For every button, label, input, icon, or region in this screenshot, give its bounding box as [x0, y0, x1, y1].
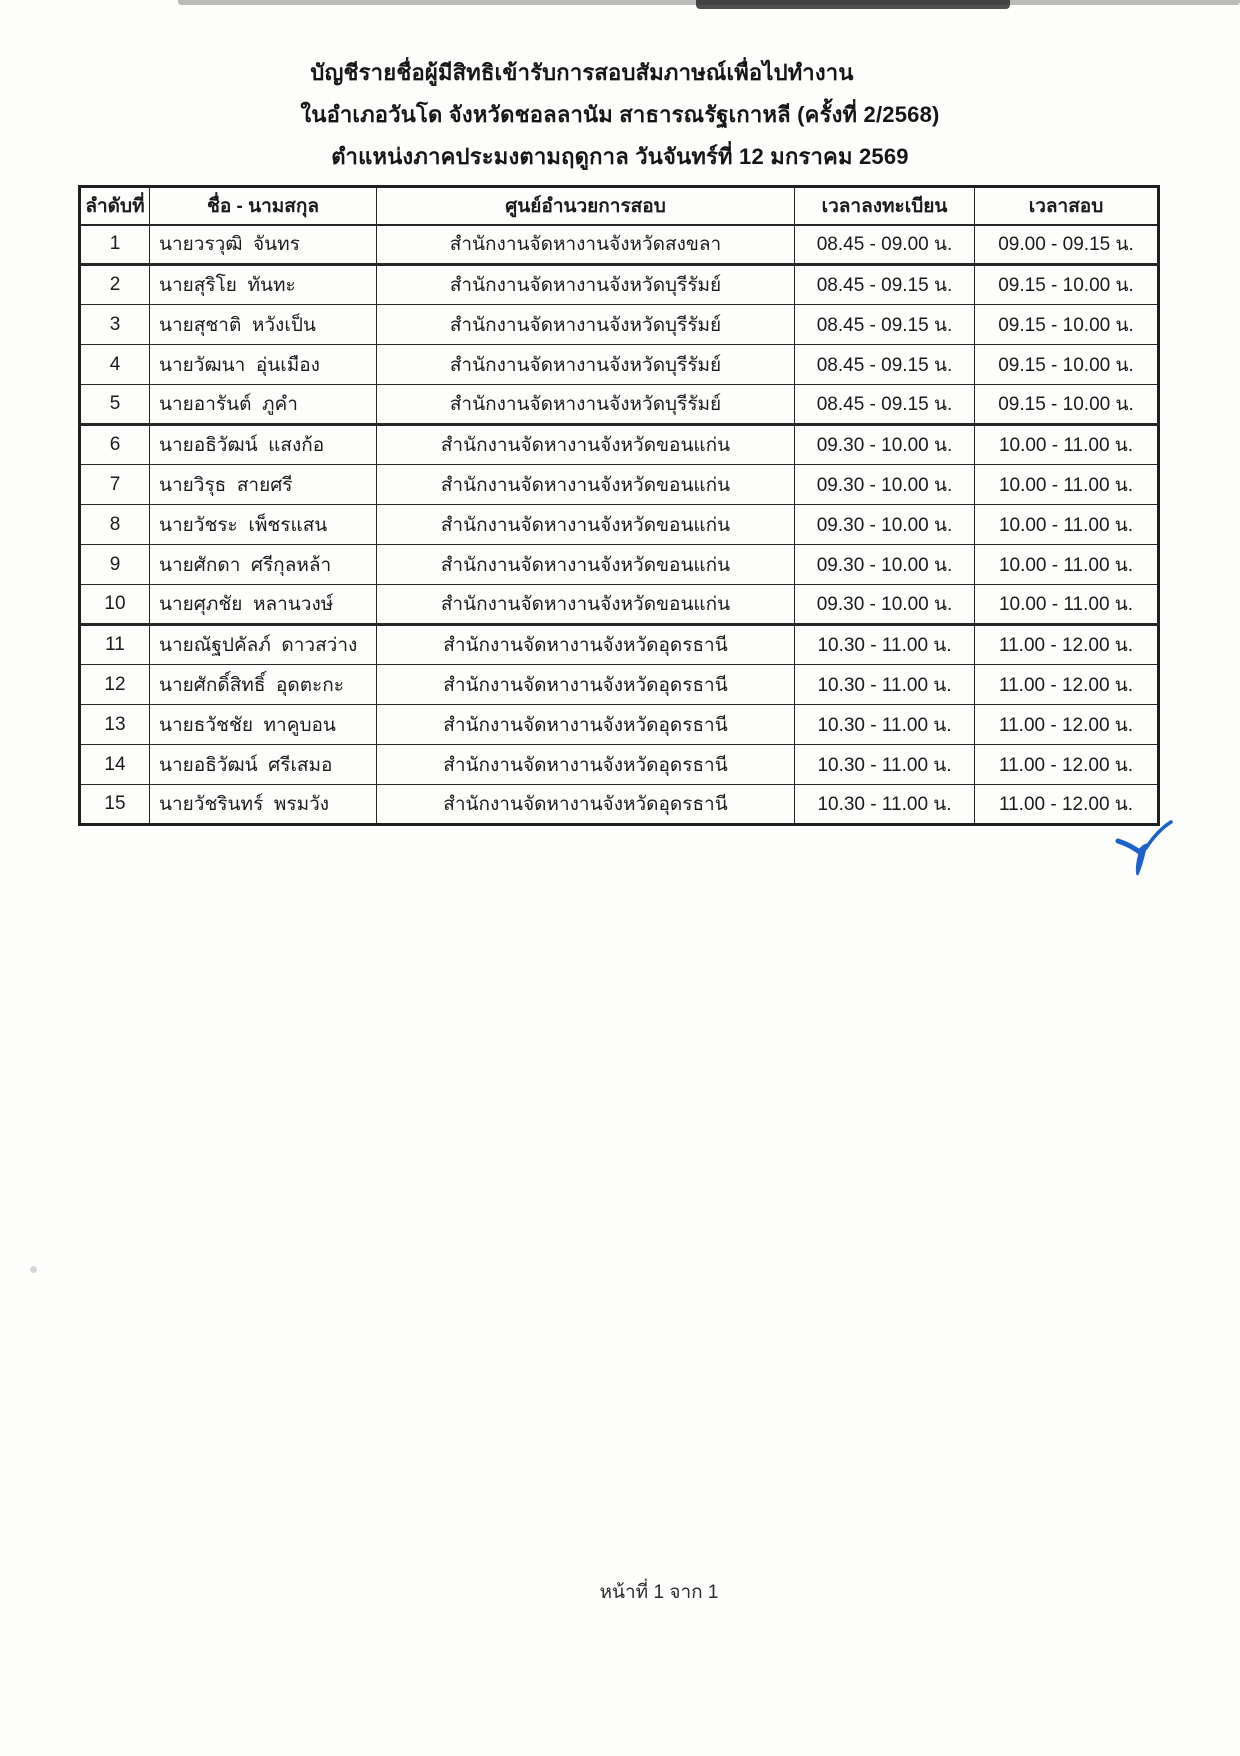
- row-order-number: 2: [80, 265, 150, 305]
- person-name: นายศักดิ์สิทธิ์ อุดตะกะ: [150, 665, 377, 705]
- registration-time: 10.30 - 11.00 น.: [795, 705, 975, 745]
- exam-time: 11.00 - 12.00 น.: [975, 665, 1159, 705]
- registration-time: 10.30 - 11.00 น.: [795, 745, 975, 785]
- row-order-number: 12: [80, 665, 150, 705]
- row-order-number: 7: [80, 465, 150, 505]
- exam-time: 10.00 - 11.00 น.: [975, 585, 1159, 625]
- exam-center-name: สำนักงานจัดหางานจังหวัดขอนแก่น: [377, 425, 795, 465]
- registration-time: 08.45 - 09.15 น.: [795, 305, 975, 345]
- header-name-surname: ชื่อ - นามสกุล: [150, 187, 377, 225]
- title-line-3: ตำแหน่งภาคประมงตามฤดูกาล วันจันทร์ที่ 12 มกราคม 2569: [331, 144, 909, 169]
- exam-time: 09.00 - 09.15 น.: [975, 225, 1159, 265]
- interview-schedule-table: [78, 185, 1160, 826]
- exam-center-name: สำนักงานจัดหางานจังหวัดอุดรธานี: [377, 625, 795, 665]
- registration-time: 10.30 - 11.00 น.: [795, 665, 975, 705]
- scan-artifact-streak-dark: [696, 0, 1010, 9]
- person-name: นายสุริโย ทันทะ: [150, 265, 377, 305]
- header-exam-center: ศูนย์อำนวยการสอบ: [377, 187, 795, 225]
- registration-time: 10.30 - 11.00 น.: [795, 625, 975, 665]
- person-name: นายอารันต์ ภูคำ: [150, 385, 377, 425]
- exam-time: 10.00 - 11.00 น.: [975, 505, 1159, 545]
- table-header: [80, 187, 1159, 225]
- exam-center-name: สำนักงานจัดหางานจังหวัดขอนแก่น: [377, 585, 795, 625]
- row-order-number: 4: [80, 345, 150, 385]
- document-title: [0, 52, 1240, 178]
- table-row: [80, 505, 1159, 545]
- table-row: [80, 305, 1159, 345]
- row-order-number: 6: [80, 425, 150, 465]
- row-order-number: 1: [80, 225, 150, 265]
- table-header-row: [80, 187, 1159, 225]
- exam-time: 11.00 - 12.00 น.: [975, 785, 1159, 825]
- title-line-1: บัญชีรายชื่อผู้มีสิทธิเข้ารับการสอบสัมภาษณ์เพื่อไปทำงาน: [310, 60, 854, 85]
- blue-pen-checkmark: [1112, 820, 1174, 880]
- exam-time: 09.15 - 10.00 น.: [975, 345, 1159, 385]
- row-order-number: 14: [80, 745, 150, 785]
- person-name: นายวัชรินทร์ พรมวัง: [150, 785, 377, 825]
- person-name: นายศุภชัย หลานวงษ์: [150, 585, 377, 625]
- exam-center-name: สำนักงานจัดหางานจังหวัดอุดรธานี: [377, 665, 795, 705]
- exam-center-name: สำนักงานจัดหางานจังหวัดอุดรธานี: [377, 705, 795, 745]
- exam-center-name: สำนักงานจัดหางานจังหวัดอุดรธานี: [377, 785, 795, 825]
- registration-time: 08.45 - 09.15 น.: [795, 385, 975, 425]
- person-name: นายอธิวัฒน์ ศรีเสมอ: [150, 745, 377, 785]
- page-number-footer: หน้าที่ 1 จาก 1: [599, 1582, 719, 1603]
- scan-artifact-dot: [30, 1266, 37, 1273]
- registration-time: 09.30 - 10.00 น.: [795, 585, 975, 625]
- exam-time: 11.00 - 12.00 น.: [975, 625, 1159, 665]
- person-name: นายณัฐปคัลภ์ ดาวสว่าง: [150, 625, 377, 665]
- exam-center-name: สำนักงานจัดหางานจังหวัดบุรีรัมย์: [377, 265, 795, 305]
- exam-center-name: สำนักงานจัดหางานจังหวัดบุรีรัมย์: [377, 305, 795, 345]
- person-name: นายวรวุฒิ จันทร: [150, 225, 377, 265]
- table-row: [80, 465, 1159, 505]
- exam-center-name: สำนักงานจัดหางานจังหวัดบุรีรัมย์: [377, 345, 795, 385]
- table-row: [80, 385, 1159, 425]
- table-row: [80, 785, 1159, 825]
- exam-time: 09.15 - 10.00 น.: [975, 385, 1159, 425]
- person-name: นายสุชาติ หวังเป็น: [150, 305, 377, 345]
- registration-time: 08.45 - 09.00 น.: [795, 225, 975, 265]
- row-order-number: 3: [80, 305, 150, 345]
- person-name: นายวิรุธ สายศรี: [150, 465, 377, 505]
- header-exam-time: เวลาสอบ: [975, 187, 1159, 225]
- person-name: นายวัฒนา อุ่นเมือง: [150, 345, 377, 385]
- registration-time: 10.30 - 11.00 น.: [795, 785, 975, 825]
- table-body: [80, 225, 1159, 825]
- exam-center-name: สำนักงานจัดหางานจังหวัดขอนแก่น: [377, 545, 795, 585]
- exam-time: 09.15 - 10.00 น.: [975, 305, 1159, 345]
- table-row: [80, 265, 1159, 305]
- table-row: [80, 225, 1159, 265]
- row-order-number: 13: [80, 705, 150, 745]
- exam-center-name: สำนักงานจัดหางานจังหวัดสงขลา: [377, 225, 795, 265]
- person-name: นายวัชระ เพ็ชรแสน: [150, 505, 377, 545]
- person-name: นายอธิวัฒน์ แสงก้อ: [150, 425, 377, 465]
- registration-time: 09.30 - 10.00 น.: [795, 545, 975, 585]
- exam-time: 09.15 - 10.00 น.: [975, 265, 1159, 305]
- row-order-number: 5: [80, 385, 150, 425]
- registration-time: 09.30 - 10.00 น.: [795, 505, 975, 545]
- row-order-number: 10: [80, 585, 150, 625]
- exam-time: 10.00 - 11.00 น.: [975, 425, 1159, 465]
- exam-time: 10.00 - 11.00 น.: [975, 465, 1159, 505]
- registration-time: 08.45 - 09.15 น.: [795, 265, 975, 305]
- table-row: [80, 585, 1159, 625]
- header-order-number: ลำดับที่: [80, 187, 150, 225]
- registration-time: 09.30 - 10.00 น.: [795, 425, 975, 465]
- registration-time: 09.30 - 10.00 น.: [795, 465, 975, 505]
- table-row: [80, 745, 1159, 785]
- row-order-number: 9: [80, 545, 150, 585]
- header-registration-time: เวลาลงทะเบียน: [795, 187, 975, 225]
- exam-center-name: สำนักงานจัดหางานจังหวัดขอนแก่น: [377, 505, 795, 545]
- row-order-number: 15: [80, 785, 150, 825]
- table-row: [80, 425, 1159, 465]
- registration-time: 08.45 - 09.15 น.: [795, 345, 975, 385]
- exam-time: 11.00 - 12.00 น.: [975, 705, 1159, 745]
- table-row: [80, 705, 1159, 745]
- row-order-number: 8: [80, 505, 150, 545]
- table-row: [80, 625, 1159, 665]
- exam-center-name: สำนักงานจัดหางานจังหวัดขอนแก่น: [377, 465, 795, 505]
- table-row: [80, 345, 1159, 385]
- person-name: นายธวัชชัย ทาคูบอน: [150, 705, 377, 745]
- exam-time: 11.00 - 12.00 น.: [975, 745, 1159, 785]
- table-row: [80, 665, 1159, 705]
- exam-center-name: สำนักงานจัดหางานจังหวัดอุดรธานี: [377, 745, 795, 785]
- table-row: [80, 545, 1159, 585]
- title-line-2: ในอำเภอวันโด จังหวัดชอลลานัม สาธารณรัฐเกาหลี (ครั้งที่ 2/2568): [300, 102, 940, 127]
- exam-time: 10.00 - 11.00 น.: [975, 545, 1159, 585]
- person-name: นายศักดา ศรีกุลหล้า: [150, 545, 377, 585]
- exam-center-name: สำนักงานจัดหางานจังหวัดบุรีรัมย์: [377, 385, 795, 425]
- row-order-number: 11: [80, 625, 150, 665]
